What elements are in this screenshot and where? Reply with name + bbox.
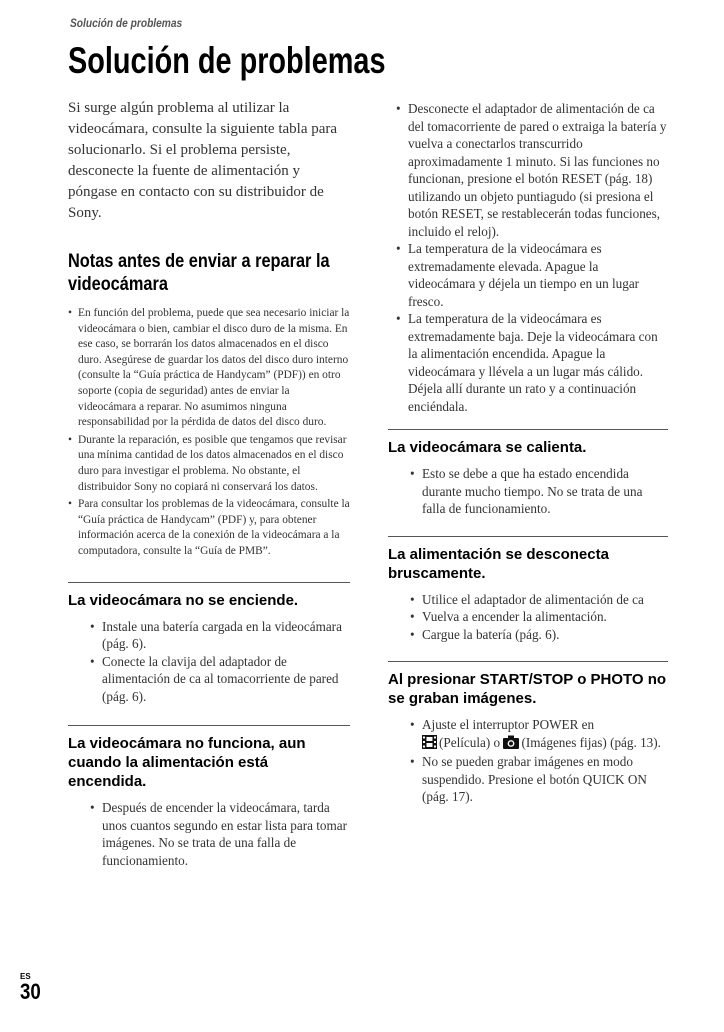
list-item: • Utilice el adaptador de alimentación de ca: [410, 591, 668, 609]
running-head: Solución de problemas: [70, 16, 183, 30]
list-item: • Vuelva a encender la alimentación.: [410, 608, 668, 626]
section-heading: La videocámara no funciona, aun cuando la alimentación está encendida.: [68, 735, 306, 790]
notes-item: • Para consultar los problemas de la videocámara, consulte la “Guía práctica de Handycam” (PDF) y, para obtener información acerca de la conexión de la videocámara a la computadora, consulte la “Guía de PMB”.: [68, 497, 350, 559]
section-list: [388, 591, 668, 644]
list-item: • La temperatura de la videocámara es extremadamente baja. Deje la videocámara con la alimentación encendida. Apague la videocámara y llévela a un lugar más cálido. Déjela allí durante un rato y a continuación enciéndala.: [396, 310, 668, 415]
section-list: [388, 716, 668, 806]
notes-item: • Durante la reparación, es posible que tengamos que revisar una mínima cantidad de los datos almacenados en el disco duro para investigar el problema. No obstante, el distribuidor Sony no copiará ni conservará los datos.: [68, 433, 350, 495]
list-item-text: (Película) o: [439, 734, 501, 750]
list-item: • Cargue la batería (pág. 6).: [410, 626, 668, 644]
left-column: [68, 98, 350, 869]
section-heading: La videocámara no se enciende.: [68, 591, 299, 609]
film-icon: [422, 735, 437, 754]
continued-list: [388, 100, 668, 415]
section-not-working: [68, 725, 350, 869]
list-item: • Después de encender la videocámara, tarda unos cuantos segundo en estar lista para tomar imágenes. No se trata de una falla de funcionamiento.: [90, 799, 350, 869]
page-title: Solución de problemas: [68, 40, 386, 81]
page-footer: [20, 972, 44, 1003]
list-item: • La temperatura de la videocámara es extremadamente elevada. Apague la videocámara y déjela un tiempo en un lugar fresco.: [396, 240, 668, 310]
list-item: • Esto se debe a que ha estado encendida durante mucho tiempo. No se trata de una falla de funcionamiento.: [410, 465, 668, 518]
list-item: • Instale una batería cargada en la videocámara (pág. 6).: [90, 618, 350, 653]
section-heading: La alimentación se desconecta bruscamente.: [388, 545, 609, 582]
section-overheat: [388, 429, 668, 518]
section-list: [68, 799, 350, 869]
right-column: [388, 100, 668, 806]
language-code: ES: [20, 972, 31, 981]
list-item: • Desconecte el adaptador de alimentación de ca del tomacorriente de pared o extraiga la batería y vuelva a conectarlos transcurrido aproximadamente 1 minuto. Si las funciones no funcionan, presione el botón RESET (pág. 18) utilizando un objeto puntiagudo (si presiona el botón RESET, se restablecerán todas funciones, incluido el reloj).: [396, 100, 668, 240]
page-number: 30: [20, 979, 41, 1004]
intro-paragraph: Si surge algún problema al utilizar la videocámara, consulte la siguiente tabla para solucionarlo. Si el problema persiste, desconecte la fuente de alimentación y póngase en contacto con su distribuidor de Sony.: [68, 100, 338, 221]
list-item: [410, 716, 668, 753]
section-heading: Al presionar START/STOP o PHOTO no se graban imágenes.: [388, 671, 667, 707]
list-item-text: Ajuste el interruptor POWER en: [422, 717, 595, 732]
section-heading: La videocámara se calienta.: [388, 439, 587, 456]
list-item: • Conecte la clavija del adaptador de alimentación de ca al tomacorriente de pared (pág. 6).: [90, 653, 350, 706]
section-list: [68, 618, 350, 706]
camera-icon: [503, 735, 519, 754]
section-list: [388, 465, 668, 518]
notes-heading: Notas antes de enviar a reparar la videocámara: [68, 251, 330, 295]
notes-list: [68, 306, 350, 560]
list-item-text: (Imágenes fijas) (pág. 13).: [521, 734, 661, 750]
section-no-power: [68, 582, 350, 706]
section-start-stop: [388, 661, 668, 806]
list-item: • No se pueden grabar imágenes en modo suspendido. Presione el botón QUICK ON (pág. 17).: [410, 753, 668, 806]
notes-item: • En función del problema, puede que sea necesario iniciar la videocámara o bien, cambiar el disco duro de la misma. En ese caso, se borrarán los datos almacenados en el disco duro. Asegúrese de guardar los datos del disco duro interno (consulte la “Guía práctica de Handycam” (PDF)) en otro soporte (copia de seguridad) antes de enviar la videocámara a reparar. No asumimos ninguna responsabilidad por la pérdida de datos del disco duro.: [68, 306, 350, 431]
section-power-off: [388, 536, 668, 644]
